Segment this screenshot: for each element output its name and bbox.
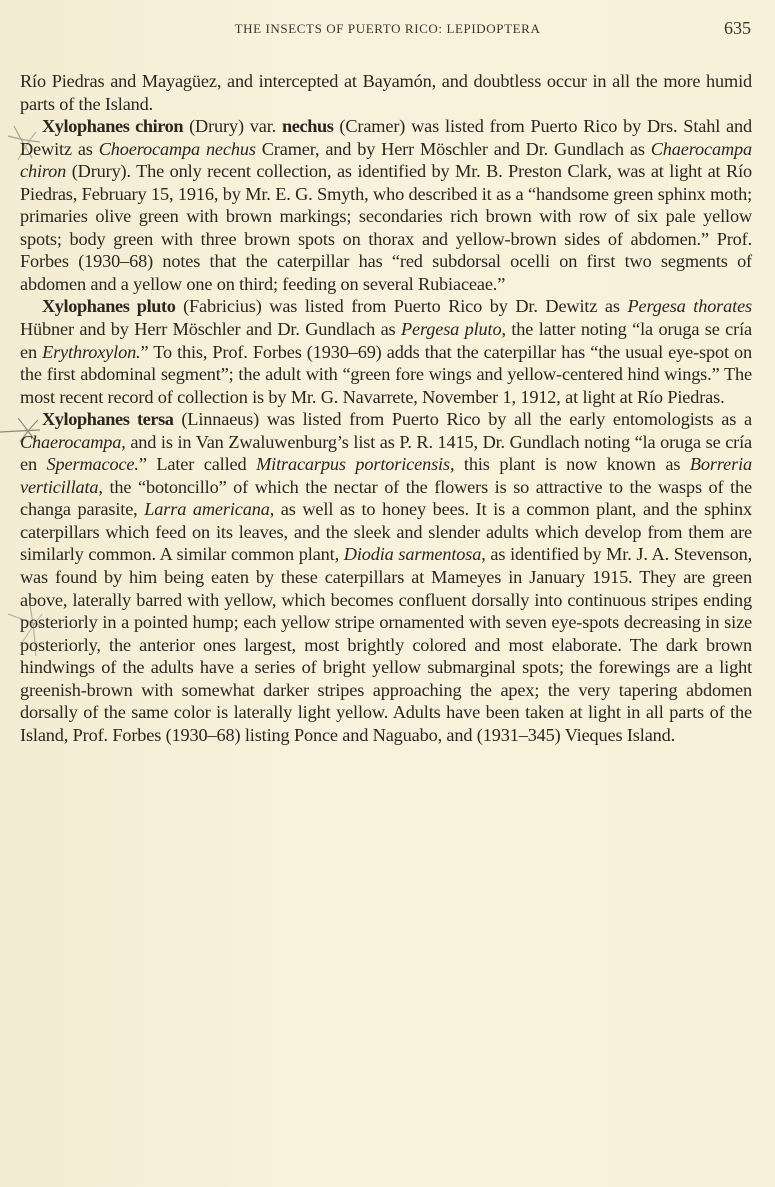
species-name: Xylophanes tersa <box>42 409 174 430</box>
text-run: , as well as to honey bees. It is a common plant, and the sphinx caterpillars which feed on its leaves, and the sleek and slender adults which develop from them are similarly common. A similar common plant, <box>20 499 752 565</box>
species-paragraph <box>20 295 752 408</box>
species-name: nechus <box>282 116 334 137</box>
text-run: (Fabricius) was listed from Puerto Rico by Dr. Dewitz as <box>175 296 628 317</box>
species-paragraph <box>20 408 752 746</box>
body-text <box>20 70 752 746</box>
italic-taxon: Mitracarpus portoricensis <box>256 454 450 475</box>
text-run: Cramer, and by Herr Möschler and Dr. Gundlach as <box>255 138 651 159</box>
text-run: (Drury). The only recent collection, as identified by Mr. B. Preston Clark, was at light at Río Piedras, February 15, 1916, by Mr. E. G. Smyth, who described it as a “handsome green sphinx moth; primaries olive green with brown markings; secondaries rich brown with row of six pale yellow spots; body green with three brown spots on thorax and yellow-brown sides of abdomen.” Prof. Forbes (1930–68) notes that the caterpillar has “red subdorsal ocelli on first two segments of abdomen and a yellow one on third; feeding on several Rubiaceae.” <box>20 161 752 294</box>
text-run: , the latter noting “la oruga se cría en <box>20 319 752 362</box>
italic-taxon: Erythroxylon. <box>42 341 141 362</box>
italic-taxon: Pergesa pluto <box>400 319 502 340</box>
italic-taxon: Pergesa thorates <box>627 296 752 317</box>
text-run: , this plant is now known as <box>449 454 690 475</box>
text-run: (Linnaeus) was listed from Puerto Rico by all the early entomologists as a <box>173 409 752 430</box>
species-name: Xylophanes chiron <box>42 116 184 137</box>
text-run: Río Piedras and Mayagüez, and intercepted at Bayamón, and doubtless occur in all the more humid parts of the Island. <box>20 71 752 114</box>
italic-taxon: Borreria verticillata <box>20 454 752 497</box>
text-run: , the “botoncillo” of which the nectar of the flowers is so attractive to the wasps of the changa parasite, <box>20 476 752 520</box>
text-run: (Drury) var. <box>183 116 283 137</box>
italic-taxon: Larra americana <box>144 499 270 520</box>
text-run: (Cramer) was listed from Puerto Rico by Drs. Stahl and Dewitz as <box>20 116 753 159</box>
italic-taxon: Choerocampa nechus <box>98 138 256 159</box>
text-run: , as identified by Mr. J. A. Stevenson, was found by him being eaten by these caterpillars at Mameyes in January 1915. They are green above, laterally barred with yellow, which becomes confluent dorsally into continuous stripes ending posteriorly in a pointed hump; each yellow stripe ornamented with seven eye-spots decreasing in size posteriorly, the anterior ones largest, most brightly colored and most elaborate. The dark brown hindwings of the adults have a series of bright yellow submarginal spots; the forewings are a light greenish-brown with somewhat darker stripes approaching the apex; the very tapering abdomen dorsally of the same color is laterally light yellow. Adults have been taken at light in all parts of the Island, Prof. Forbes (1930–68) listing Ponce and Naguabo, and (1931–345) Vieques Island. <box>20 544 752 745</box>
running-title: THE INSECTS OF PUERTO RICO: LEPIDOPTERA <box>234 21 541 36</box>
text-run: Hübner and by Herr Möschler and Dr. Gundlach as <box>20 319 401 340</box>
text-run: , and is in Van Zwaluwenburg’s list as P. R. 1415, Dr. Gundlach noting “la oruga se cría en <box>20 431 752 475</box>
species-paragraph <box>20 115 752 295</box>
italic-taxon: Chaerocampa <box>20 431 122 452</box>
page-number: 635 <box>724 18 751 38</box>
italic-taxon: Spermacoce. <box>46 454 139 475</box>
text-run: ” To this, Prof. Forbes (1930–69) adds that the caterpillar has “the usual eye-spot on the first abdominal segment”; the adult with “green fore wings and yellow-centered hind wings.” The most recent record of collection is by Mr. G. Navarrete, November 1, 1912, at light at Río Piedras. <box>20 341 752 407</box>
text-run: ” Later called <box>138 454 257 475</box>
running-head <box>20 18 755 42</box>
italic-taxon: Chaerocampa chiron <box>20 138 752 182</box>
species-name: Xylophanes pluto <box>42 296 176 317</box>
italic-taxon: Diodia sarmentosa <box>343 544 482 565</box>
continued-paragraph <box>20 70 752 115</box>
